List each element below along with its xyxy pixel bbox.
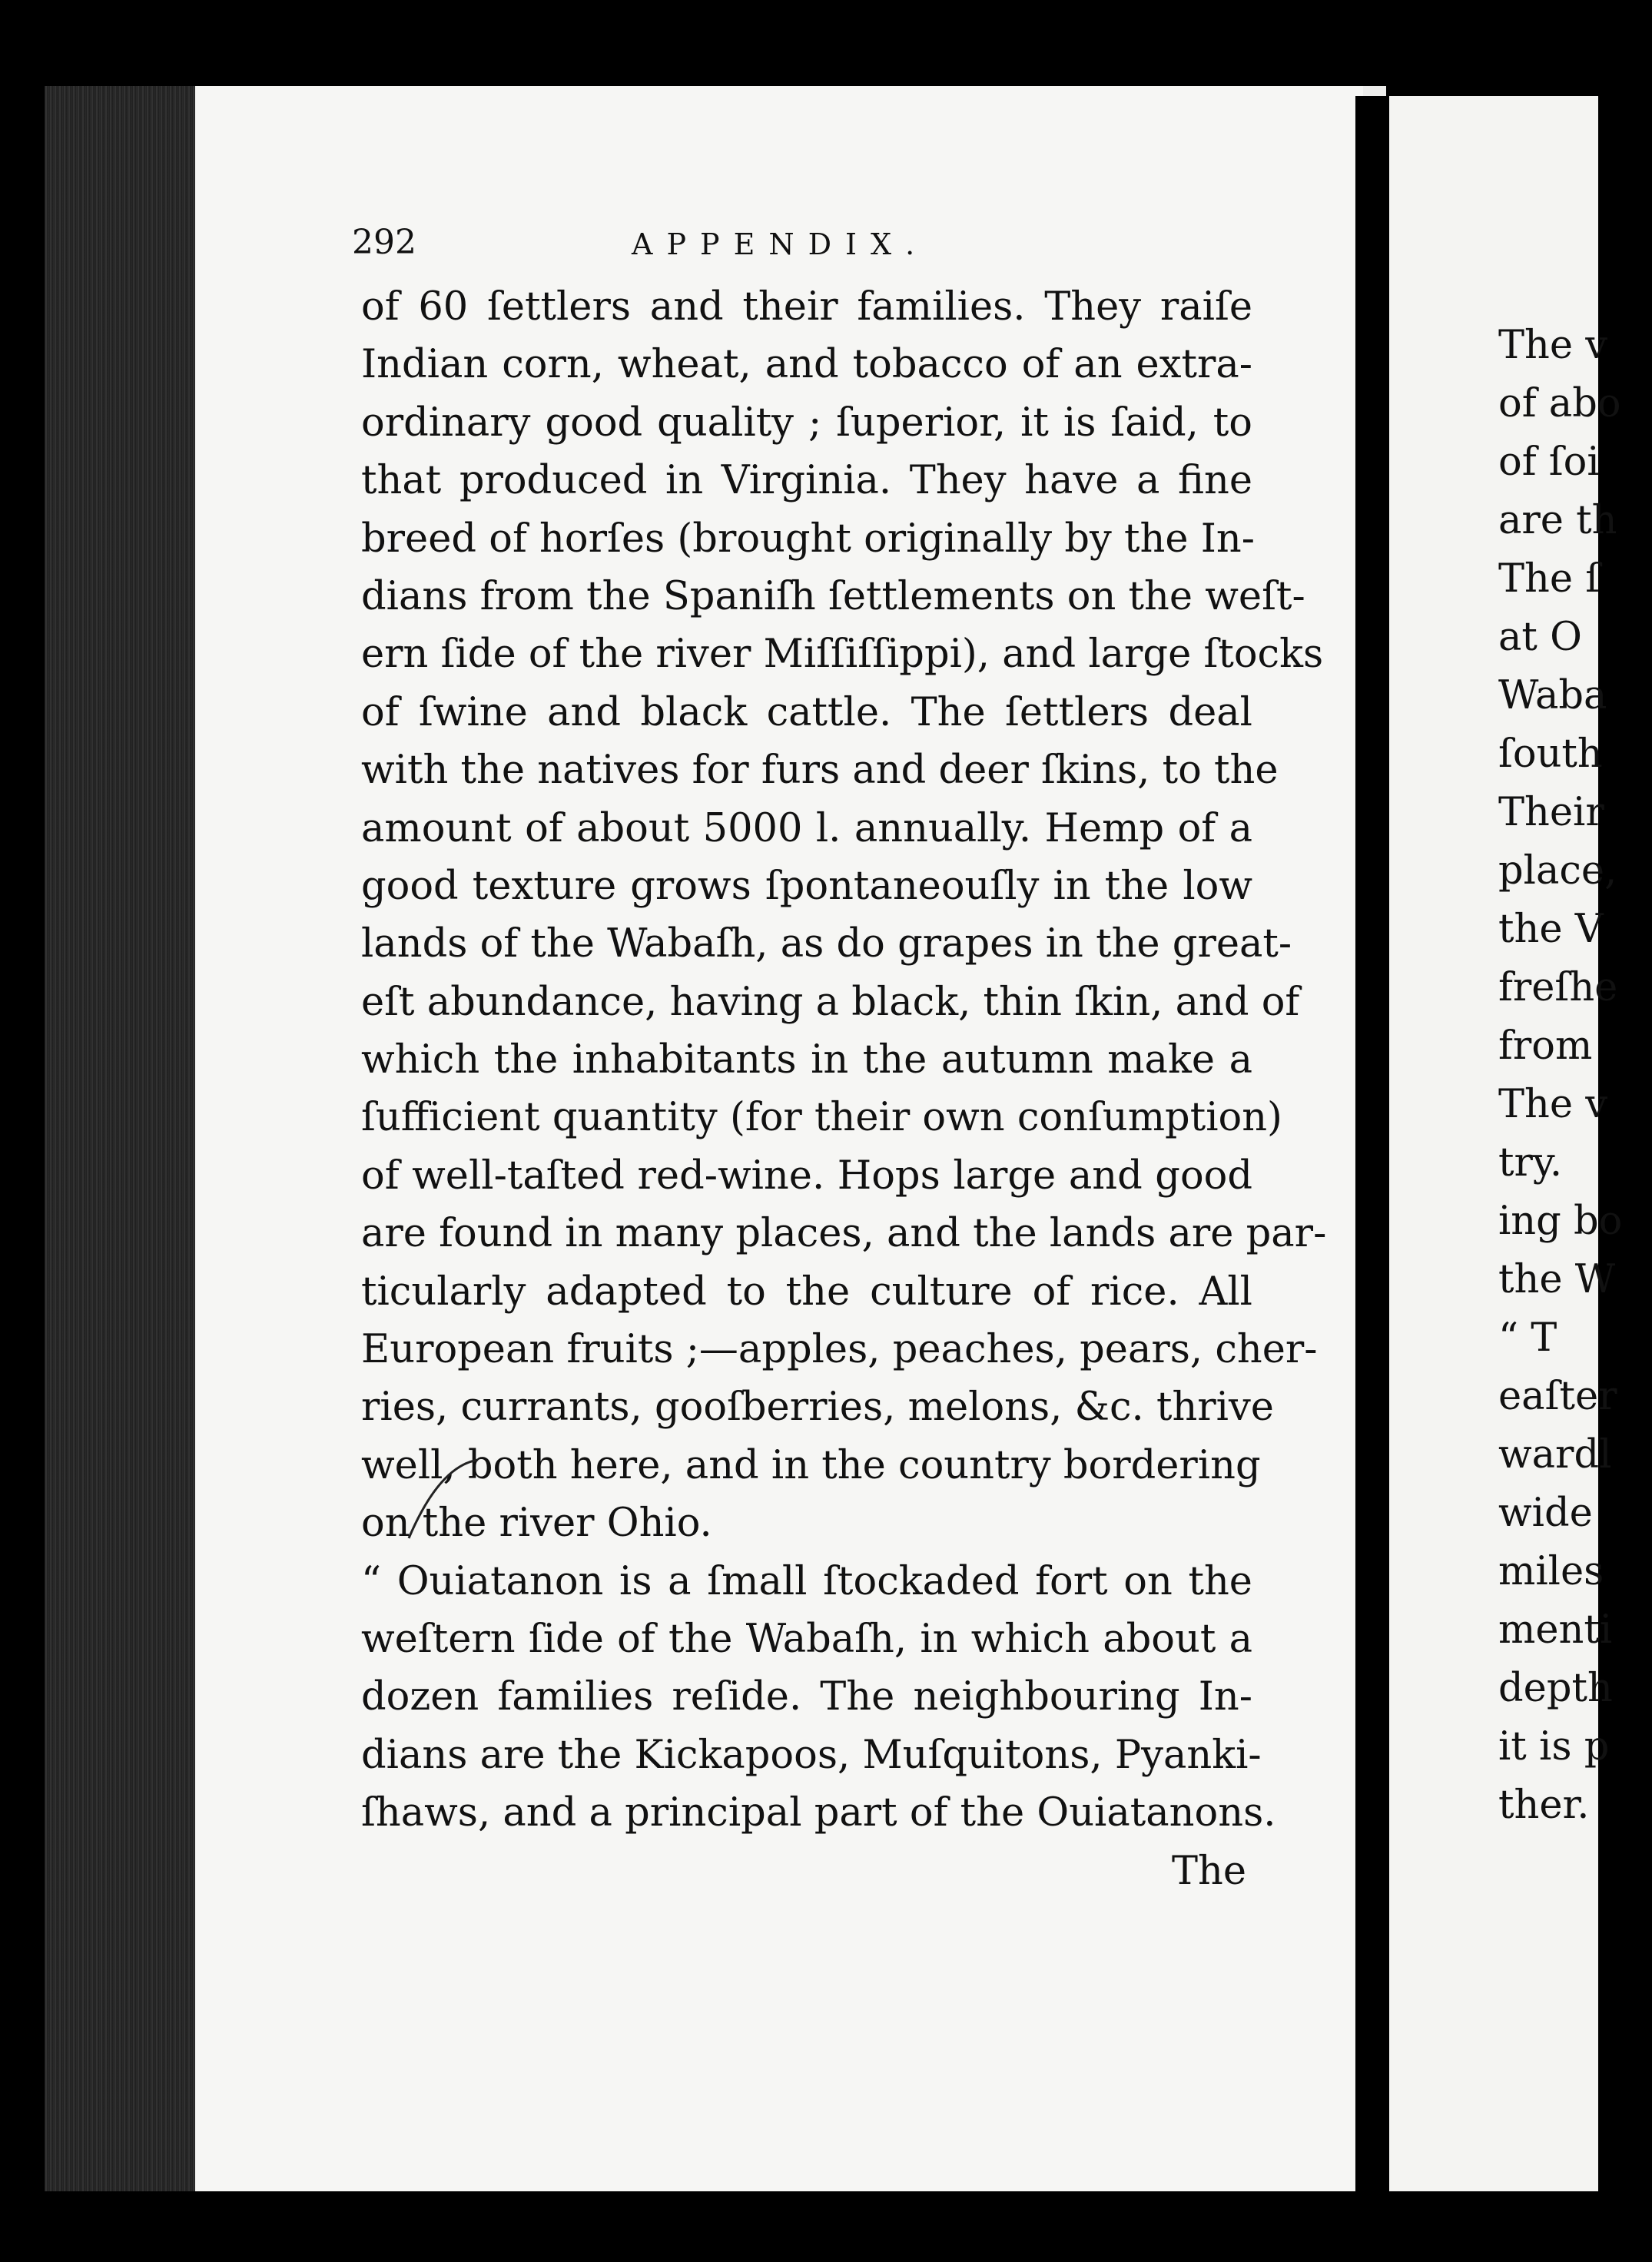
text-line: ern ſide of the river Miſſiſſippi), and large ſtocks xyxy=(361,632,1324,678)
text-line: ing bo xyxy=(1498,1199,1623,1244)
text-line: weſtern ſide of the Wabaſh, in which about a xyxy=(361,1616,1252,1662)
text-line: eaſter xyxy=(1498,1374,1617,1419)
text-line: good texture grows ſpontaneouſly in the low xyxy=(361,863,1252,909)
text-line: dians are the Kickapoos, Muſquitons, Pyanki- xyxy=(361,1732,1262,1778)
text-line: ſufficient quantity (for their own conſumption) xyxy=(361,1095,1282,1141)
text-line: ordinary good quality ; ſuperior, it is ſaid, to xyxy=(361,400,1252,446)
text-line: lands of the Wabaſh, as do grapes in the great- xyxy=(361,921,1292,967)
text-line: ther. xyxy=(1498,1783,1590,1828)
text-line: wide xyxy=(1498,1491,1593,1536)
text-line: ticularly adapted to the culture of rice. All xyxy=(361,1269,1252,1315)
text-line: are th xyxy=(1498,498,1617,543)
text-line: dozen families reſide. The neighbouring In- xyxy=(361,1674,1252,1720)
text-line: European fruits ;—apples, peaches, pears, cher- xyxy=(361,1327,1318,1373)
text-line: of ſwine and black cattle. The ſettlers deal xyxy=(361,689,1252,735)
text-line: well, both here, and in the country bordering xyxy=(361,1442,1261,1488)
text-line: from xyxy=(1498,1023,1593,1069)
running-head: APPENDIX. xyxy=(632,227,929,261)
right-page-body xyxy=(1498,317,1652,1835)
scan-top-border xyxy=(0,0,1598,85)
paragraph-end-line: on the river Ohio. xyxy=(361,1501,712,1547)
text-line: “ T xyxy=(1498,1315,1557,1361)
text-line: depth xyxy=(1498,1666,1613,1711)
text-line: “ Ouiatanon is a ſmall ſtockaded fort on the xyxy=(361,1558,1252,1604)
text-line: dians from the Spaniſh ſettlements on the weſt- xyxy=(361,573,1305,619)
page-number: 292 xyxy=(352,223,416,262)
text-line: try. xyxy=(1498,1140,1563,1186)
text-line: place, xyxy=(1498,848,1617,894)
left-page-body xyxy=(361,278,1327,1900)
text-line: amount of about 5000 l. annually. Hemp of a xyxy=(361,805,1252,851)
text-line: the V xyxy=(1498,907,1604,952)
text-line: Their xyxy=(1498,790,1604,835)
scan-bottom-border xyxy=(0,2191,1598,2262)
text-line: Waba xyxy=(1498,673,1607,718)
text-line: The v xyxy=(1498,1082,1608,1127)
text-line: The v xyxy=(1498,323,1608,368)
text-line: eſt abundance, having a black, thin ſkin, and of xyxy=(361,979,1300,1025)
text-line: The ſ xyxy=(1498,556,1601,602)
text-line: ſhaws, and a principal part of the Ouiatanons. xyxy=(361,1790,1276,1836)
text-line: Indian corn, wheat, and tobacco of an extra- xyxy=(361,342,1252,388)
catchword: The xyxy=(1171,1848,1246,1894)
text-line: of abo xyxy=(1498,381,1621,426)
text-line: of well-taſted red-wine. Hops large and good xyxy=(361,1153,1252,1199)
text-line: it is p xyxy=(1498,1724,1610,1769)
text-line: of ſoi xyxy=(1498,439,1600,485)
text-line: miles xyxy=(1498,1549,1604,1594)
text-line: of 60 ſettlers and their families. They raiſe xyxy=(361,284,1252,330)
page-header xyxy=(352,223,1274,284)
text-line: wardl xyxy=(1498,1432,1612,1478)
book-page-edges xyxy=(45,86,197,2191)
text-line: with the natives for furs and deer ſkins, to the xyxy=(361,748,1279,794)
text-line: at O xyxy=(1498,615,1582,660)
text-line: which the inhabitants in the autumn make a xyxy=(361,1037,1252,1083)
text-line: breed of horſes (brought originally by the In- xyxy=(361,516,1255,562)
text-line: menti xyxy=(1498,1607,1613,1653)
text-line: are found in many places, and the lands are par- xyxy=(361,1211,1327,1257)
text-line: ſouth xyxy=(1498,731,1603,777)
text-line: that produced in Virginia. They have a fine xyxy=(361,458,1252,504)
text-line: ries, currants, gooſberries, melons, &c. thrive xyxy=(361,1385,1274,1431)
book-spine xyxy=(1355,96,1389,2194)
pencil-annotation-mark xyxy=(393,1452,486,1544)
text-line: freſhe xyxy=(1498,965,1618,1010)
text-line: the W xyxy=(1498,1257,1616,1302)
